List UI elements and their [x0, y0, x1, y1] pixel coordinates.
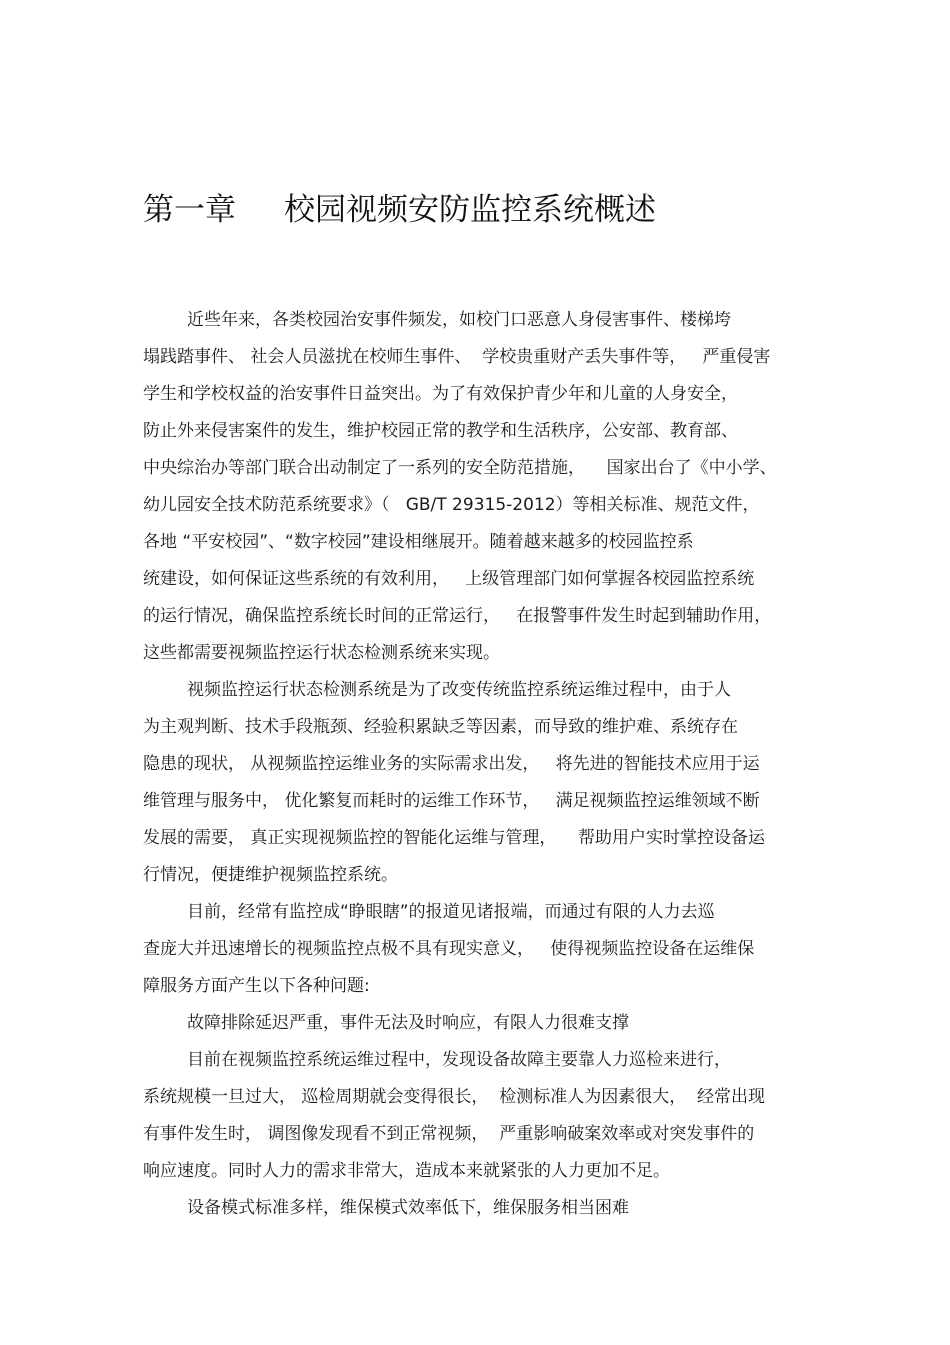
text-line: 幼儿园安全技术防范系统要求》（ GB/T 29315-2012）等相关标准、规范文件， — [143, 495, 760, 515]
text-line: 故障排除延迟严重，事件无法及时响应，有限人力很难支撑 — [187, 1013, 629, 1033]
text-line: 防止外来侵害案件的发生，维护校园正常的教学和生活秩序，公安部、教育部、 — [143, 421, 738, 441]
text-line: 障服务方面产生以下各种问题: — [143, 976, 370, 996]
text-line: 隐患的现状， 从视频监控运维业务的实际需求出发， 将先进的智能技术应用于运 — [143, 754, 760, 774]
text-line: 统建设，如何保证这些系统的有效利用， 上级管理部门如何掌握各校园监控系统 — [143, 569, 755, 589]
text-line: 系统规模一旦过大， 巡检周期就会变得很长， 检测标准人为因素很大， 经常出现 — [143, 1087, 766, 1107]
text-line: 有事件发生时， 调图像发现看不到正常视频， 严重影响破案效率或对突发事件的 — [143, 1124, 755, 1144]
text-line: 为主观判断、技术手段瓶颈、经验积累缺乏等因素，而导致的维护难、系统存在 — [143, 717, 738, 737]
text-line: 发展的需要， 真正实现视频监控的智能化运维与管理， 帮助用户实时掌控设备运 — [143, 828, 766, 848]
text-line: 中央综治办等部门联合出动制定了一系列的安全防范措施， 国家出台了《中小学、 — [143, 458, 777, 478]
text-line: 维管理与服务中， 优化繁复而耗时的运维工作环节， 满足视频监控运维领域不断 — [143, 791, 760, 811]
chapter-title — [143, 186, 656, 234]
chapter-number: 第一章 — [143, 192, 236, 228]
text-line: 塌践踏事件、 社会人员滋扰在校师生事件、 学校贵重财产丢失事件等， 严重侵害 — [143, 347, 771, 367]
text-line: 各地 “平安校园”、“数字校园”建设相继展开。随着越来越多的校园监控系 — [143, 532, 694, 552]
text-line: 目前在视频监控系统运维过程中，发现设备故障主要靠人力巡检来进行， — [187, 1050, 731, 1070]
text-line: 这些都需要视频监控运行状态检测系统来实现。 — [143, 643, 500, 663]
chapter-title-text: 校园视频安防监控系统概述 — [284, 192, 656, 228]
text-line: 行情况，便捷维护视频监控系统。 — [143, 865, 398, 885]
text-line: 视频监控运行状态检测系统是为了改变传统监控系统运维过程中，由于人 — [187, 680, 731, 700]
text-line: 近些年来，各类校园治安事件频发，如校门口恶意人身侵害事件、楼梯垮 — [187, 310, 731, 330]
text-line: 设备模式标准多样，维保模式效率低下，维保服务相当困难 — [187, 1198, 629, 1218]
body-text — [143, 302, 813, 1227]
text-line: 查庞大并迅速增长的视频监控点极不具有现实意义， 使得视频监控设备在运维保 — [143, 939, 755, 959]
text-line: 的运行情况，确保监控系统长时间的正常运行， 在报警事件发生时起到辅助作用， — [143, 606, 772, 626]
text-line: 学生和学校权益的治安事件日益突出。为了有效保护青少年和儿童的人身安全， — [143, 384, 738, 404]
text-line: 响应速度。同时人力的需求非常大，造成本来就紧张的人力更加不足。 — [143, 1161, 670, 1181]
text-line: 目前，经常有监控成“睁眼瞎”的报道见诸报端，而通过有限的人力去巡 — [187, 902, 715, 922]
